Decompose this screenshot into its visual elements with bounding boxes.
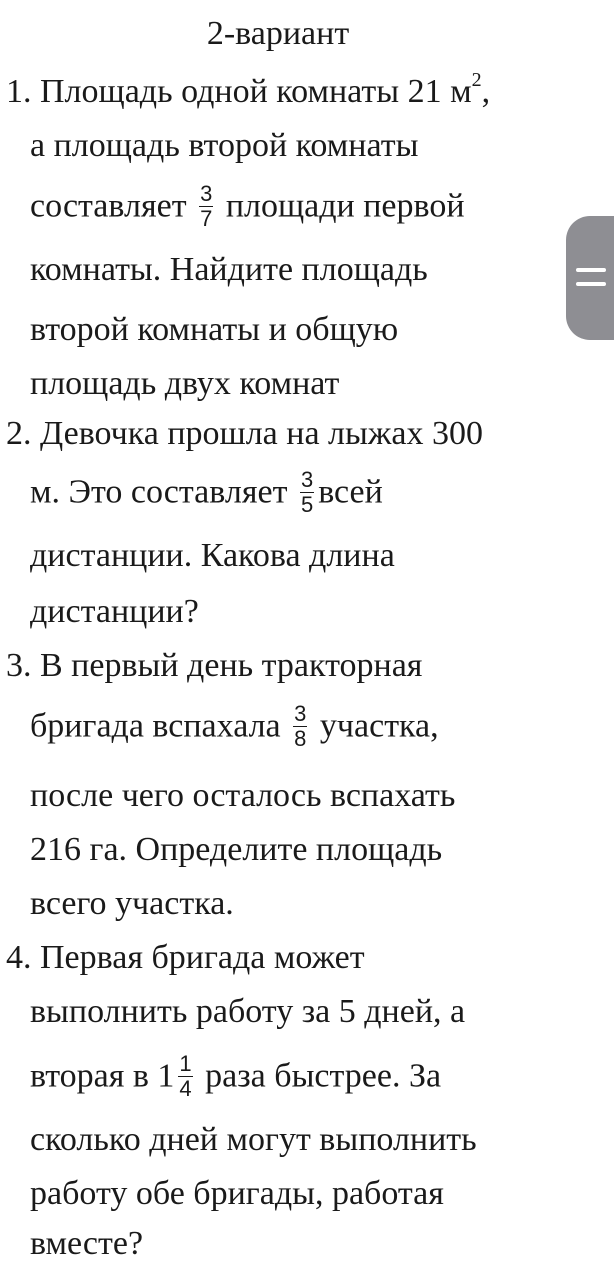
problem-4-text-3a: вторая в 1 [30, 1057, 175, 1095]
problem-3-line-5: всего участка. [30, 885, 234, 922]
handle-grip-line-bottom [576, 282, 606, 286]
problem-4-line-5: работу обе бригады, работая [30, 1175, 444, 1212]
fraction-1-4 [178, 1052, 192, 1101]
fraction-3-7 [199, 182, 213, 231]
problem-3-line-4: 216 га. Определите площадь [30, 831, 443, 868]
problem-1-comma: , [481, 73, 491, 110]
problem-1-line-2: а площадь второй комнаты [30, 127, 419, 164]
problem-4-line-2: выполнить работу за 5 дней, а [30, 993, 466, 1030]
problem-1-text-3a: составляет [30, 187, 187, 225]
fraction-numerator: 3 [300, 467, 314, 492]
fraction-3-8 [293, 702, 307, 751]
fraction-denominator: 4 [179, 1076, 192, 1101]
problem-1-line-3 [30, 181, 465, 233]
fraction-denominator: 5 [300, 492, 314, 517]
problem-4-line-1: 4. Первая бригада может [6, 939, 365, 976]
fraction-numerator: 3 [294, 701, 307, 726]
problem-1-line-1 [6, 70, 490, 114]
problem-2-text-2b: всей [318, 473, 383, 511]
problem-4-line-3 [30, 1051, 442, 1103]
problem-1-exponent: 2 [471, 68, 482, 91]
problem-2-line-1: 2. Девочка прошла на лыжах 300 [6, 415, 483, 452]
problem-1-text-1: 1. Площадь одной комнаты 21 м [6, 73, 472, 110]
problem-4-line-6: вместе? [30, 1225, 144, 1262]
fraction-denominator: 7 [200, 206, 213, 231]
fraction-denominator: 8 [294, 726, 307, 751]
problem-2-text-2a: м. Это составляет [30, 473, 288, 511]
problem-1-line-6: площадь двух комнат [30, 365, 340, 402]
problem-4-line-4: сколько дней могут выполнить [30, 1121, 477, 1158]
scroll-handle[interactable] [566, 216, 614, 340]
problem-3-text-2a: бригада вспахала [30, 707, 281, 745]
problem-3-line-1: 3. В первый день тракторная [6, 647, 423, 684]
problem-3-text-2b: участка, [319, 707, 439, 745]
problem-1-line-5: второй комнаты и общую [30, 311, 399, 348]
problem-3-line-2 [30, 701, 439, 753]
problem-1-line-4: комнаты. Найдите площадь [30, 251, 428, 288]
fraction-numerator: 1 [179, 1051, 192, 1076]
problem-2-line-4: дистанции? [30, 593, 199, 630]
problem-4-text-3b: раза быстрее. За [205, 1057, 442, 1095]
problem-1-text-3b: площади первой [225, 187, 465, 225]
fraction-3-5 [300, 468, 314, 517]
fraction-numerator: 3 [200, 181, 213, 206]
problem-3-line-3: после чего осталось вспахать [30, 777, 456, 814]
page-title: 2-вариант [206, 15, 350, 52]
problem-2-line-3: дистанции. Какова длина [30, 537, 395, 574]
problem-2-line-2 [30, 467, 383, 519]
handle-grip-line-top [576, 268, 606, 272]
